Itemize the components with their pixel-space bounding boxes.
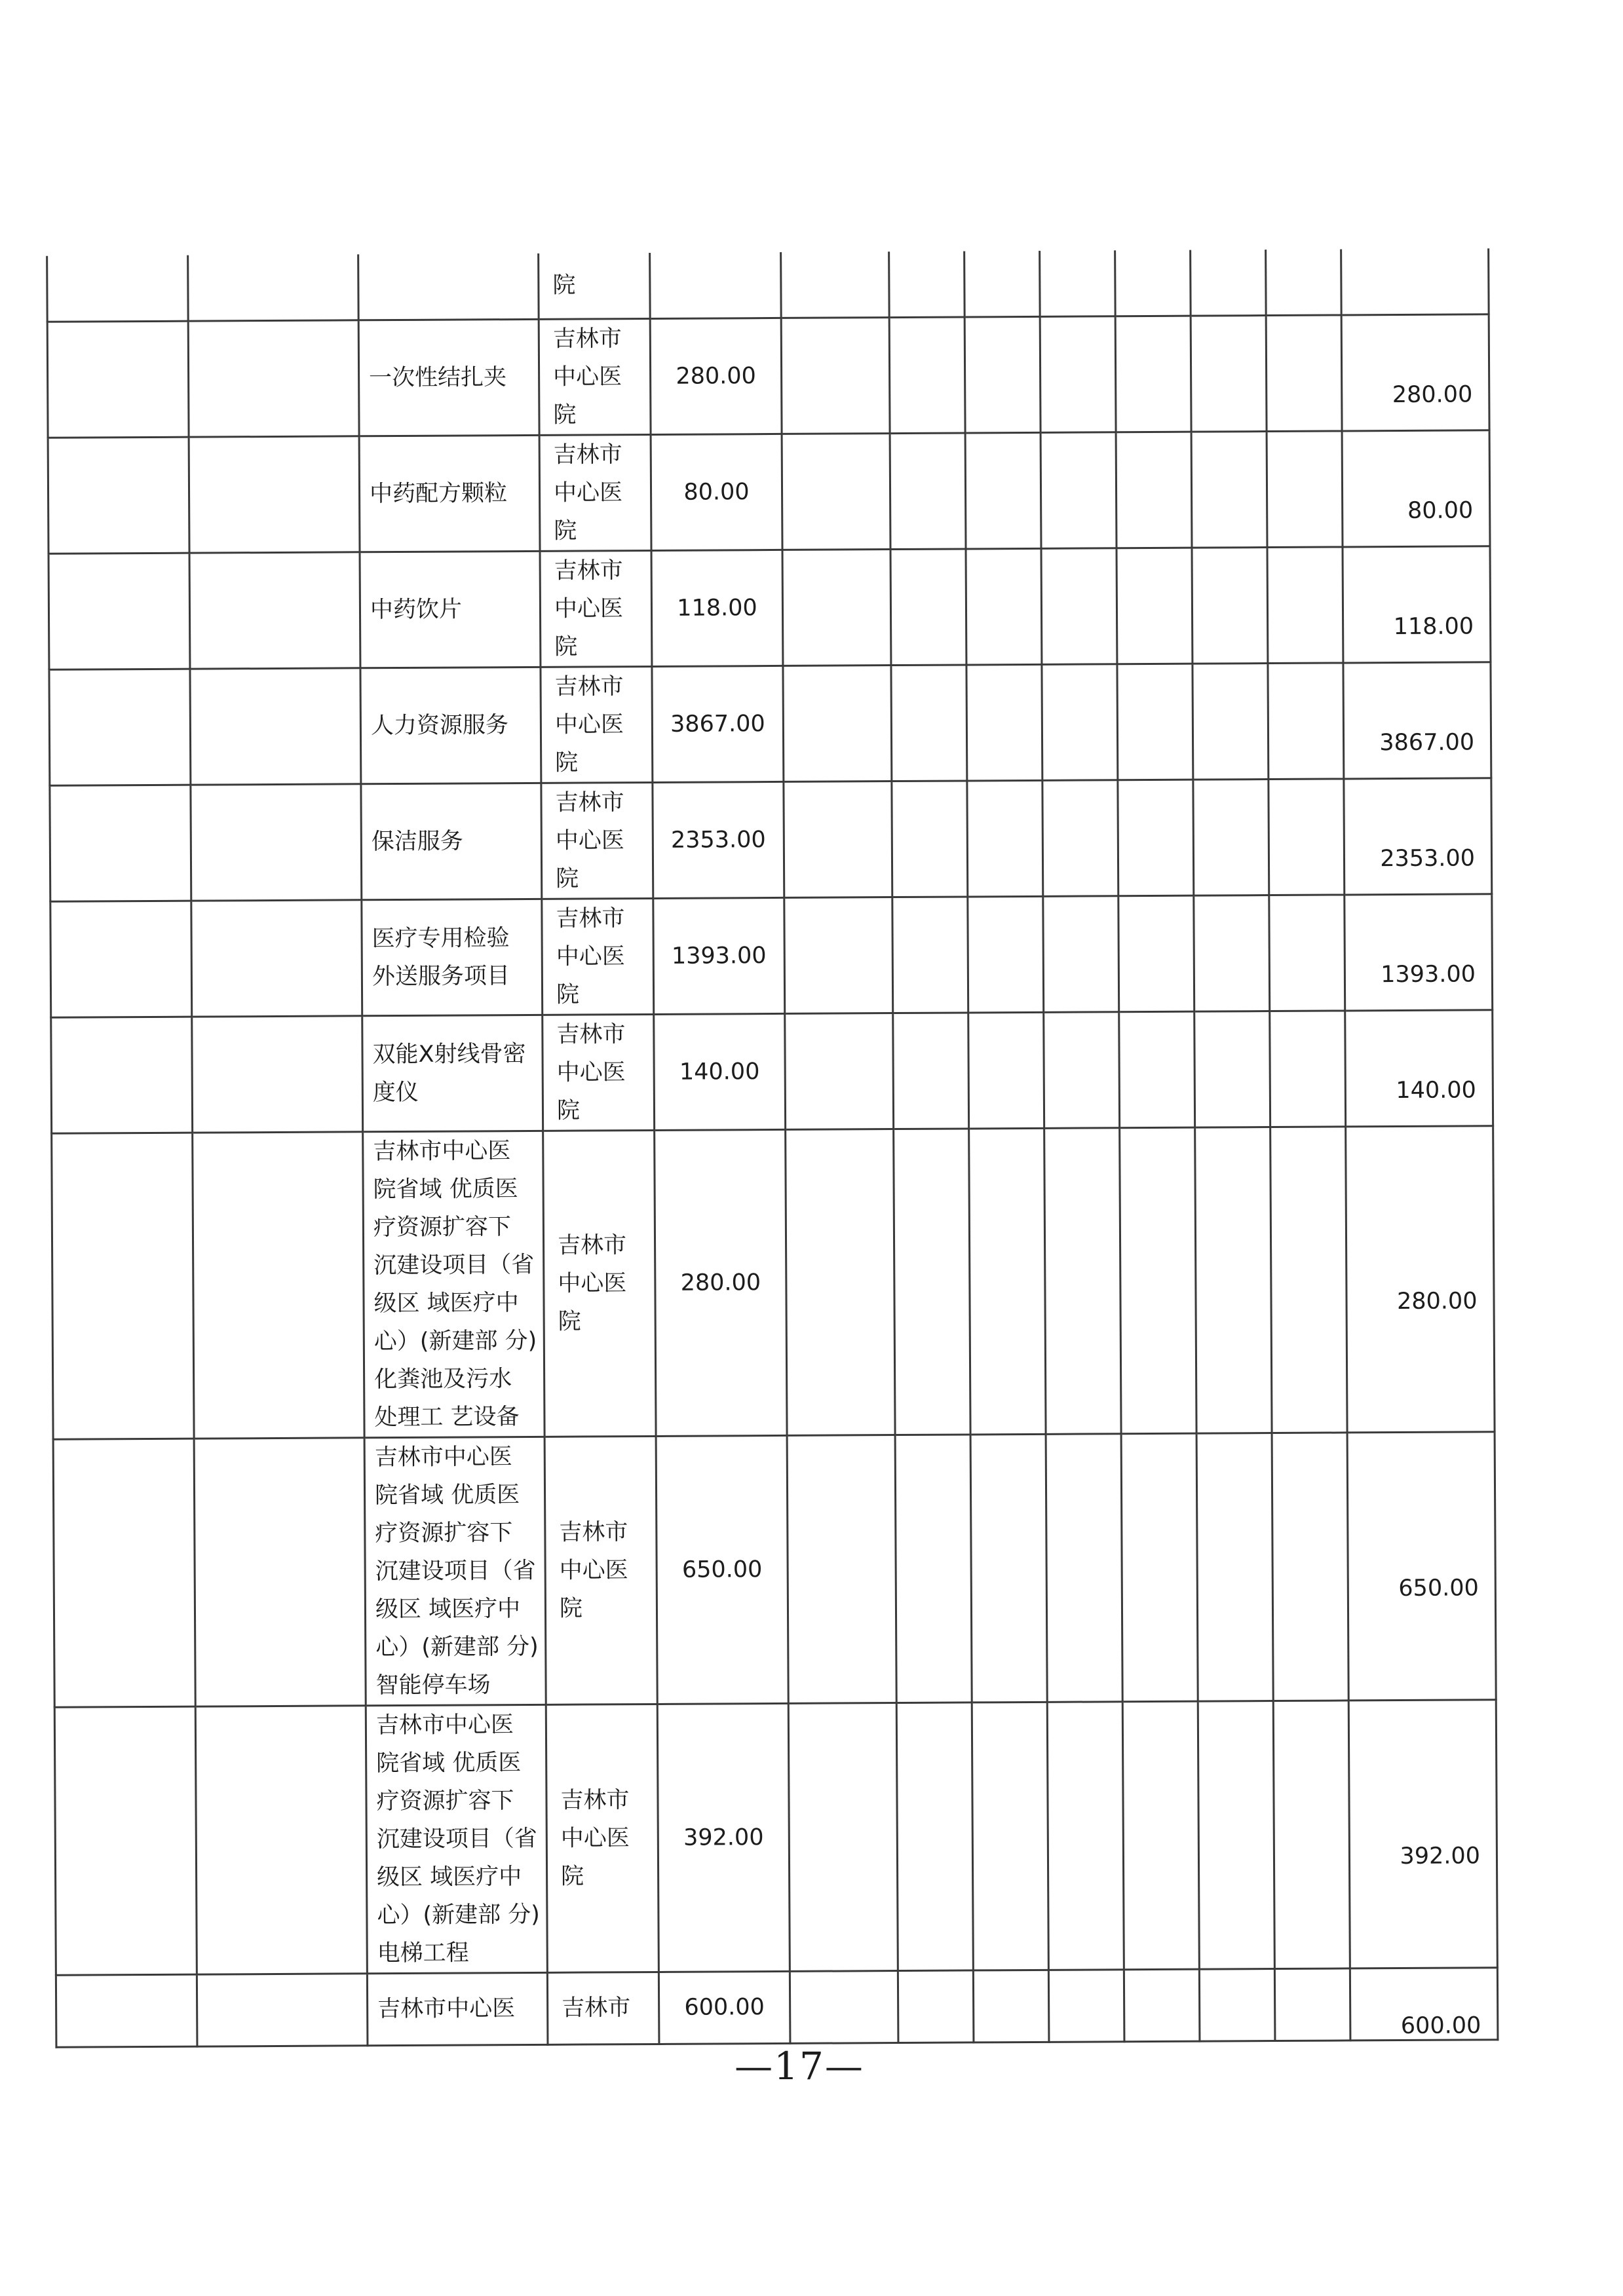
total-value: 650.00 bbox=[1398, 1574, 1479, 1602]
empty-cell bbox=[1119, 1011, 1195, 1128]
item-name-line: 外送服务项目 bbox=[372, 962, 510, 990]
item-name-cell bbox=[362, 899, 543, 1015]
empty-cell bbox=[1269, 894, 1345, 1011]
empty-cell bbox=[1121, 1433, 1198, 1702]
item-name-line: 中药饮片 bbox=[370, 595, 463, 623]
item-name-line: 心）(新建部 分) bbox=[375, 1633, 539, 1661]
item-name-cell bbox=[358, 319, 539, 436]
total-value: 600.00 bbox=[1400, 2012, 1481, 2040]
amount-cell: 118.00 bbox=[651, 550, 783, 666]
empty-cell bbox=[781, 252, 890, 318]
unit-line: 院 bbox=[561, 1863, 584, 1890]
unit-cell bbox=[542, 898, 654, 1015]
unit-line: 中心医 bbox=[554, 595, 624, 622]
item-name-cell bbox=[362, 1015, 543, 1131]
unit-cell bbox=[540, 550, 652, 667]
empty-cell bbox=[1047, 1701, 1124, 1970]
empty-cell bbox=[1041, 548, 1117, 664]
empty-cell bbox=[1115, 316, 1191, 432]
empty-cell bbox=[1041, 432, 1117, 548]
item-name-line: 医疗专用检验 bbox=[372, 924, 510, 952]
unit-line: 中心医 bbox=[559, 1556, 628, 1584]
empty-cell bbox=[1040, 316, 1116, 432]
total-value: 280.00 bbox=[1396, 1287, 1478, 1315]
item-name-line: 院省域 优质医 bbox=[374, 1481, 520, 1509]
item-name-line: 沉建设项目（省 bbox=[376, 1825, 537, 1853]
amount-cell: 280.00 bbox=[650, 318, 782, 434]
document-sheet bbox=[45, 0, 1510, 2067]
empty-cell bbox=[1270, 1010, 1346, 1127]
item-name-line: 化粪池及污水 bbox=[374, 1365, 512, 1393]
total-value: 140.00 bbox=[1396, 1076, 1476, 1104]
unit-cell bbox=[546, 1704, 659, 1972]
empty-cell bbox=[782, 549, 891, 666]
total-value: 2353.00 bbox=[1380, 844, 1476, 872]
category-cell bbox=[49, 669, 191, 785]
category-cell bbox=[54, 1706, 197, 1975]
unit-line: 中心医 bbox=[556, 943, 625, 970]
category-cell bbox=[48, 553, 190, 669]
empty-cell bbox=[1117, 548, 1193, 664]
total-value: 280.00 bbox=[1392, 381, 1473, 408]
item-name-line: 中药配方颗粒 bbox=[369, 480, 508, 507]
empty-cell bbox=[967, 780, 1043, 897]
amount-cell: 2353.00 bbox=[653, 781, 784, 898]
total-value: 392.00 bbox=[1400, 1842, 1481, 1870]
empty-cell bbox=[966, 548, 1042, 665]
total-cell bbox=[1342, 430, 1490, 546]
empty-cell bbox=[969, 1128, 1046, 1435]
total-value: 1393.00 bbox=[1381, 960, 1476, 988]
unit-cell bbox=[544, 1436, 657, 1704]
unit-line: 中心医 bbox=[560, 1824, 630, 1852]
item-name-line: 一次性结扎夹 bbox=[369, 364, 507, 391]
subcategory-cell bbox=[189, 436, 360, 552]
category-cell bbox=[48, 437, 189, 554]
item-name-line: 沉建设项目（省 bbox=[373, 1251, 535, 1279]
empty-cell bbox=[1118, 895, 1194, 1012]
item-name-line: 院省域 优质医 bbox=[376, 1749, 522, 1777]
total-cell bbox=[1350, 1967, 1498, 2040]
unit-cell bbox=[539, 434, 651, 551]
empty-cell bbox=[784, 781, 892, 897]
category-cell bbox=[53, 1439, 195, 1707]
empty-cell bbox=[1272, 1432, 1348, 1701]
total-cell bbox=[1346, 1125, 1495, 1432]
empty-cell bbox=[782, 433, 890, 550]
empty-cell bbox=[892, 896, 968, 1013]
subcategory-cell bbox=[189, 552, 360, 668]
page-number: —17— bbox=[735, 2044, 864, 2088]
unit-line: 院 bbox=[558, 1308, 581, 1335]
unit-line: 院 bbox=[554, 518, 577, 544]
item-name-cell bbox=[359, 435, 540, 552]
table-row bbox=[54, 1699, 1497, 1975]
total-cell bbox=[1344, 778, 1492, 894]
unit-line: 中心医 bbox=[558, 1270, 627, 1297]
empty-cell bbox=[1192, 547, 1268, 664]
unit-line: 中心医 bbox=[556, 1059, 626, 1086]
empty-cell bbox=[788, 1703, 898, 1971]
item-name-line: 疗资源扩容下 bbox=[375, 1519, 513, 1547]
subcategory-cell bbox=[197, 1973, 368, 2046]
empty-cell bbox=[1269, 778, 1345, 895]
item-name-cell bbox=[364, 1437, 546, 1705]
item-name-line: 度仪 bbox=[372, 1079, 419, 1106]
empty-cell bbox=[891, 664, 967, 781]
total-cell bbox=[1343, 662, 1491, 778]
item-name-line: 院省域 优质医 bbox=[373, 1175, 518, 1203]
unit-cell bbox=[543, 1130, 656, 1437]
total-cell bbox=[1341, 248, 1489, 314]
item-name-line: 处理工 艺设备 bbox=[374, 1403, 520, 1431]
empty-cell bbox=[1273, 1700, 1350, 1968]
unit-cell bbox=[541, 666, 653, 783]
empty-cell bbox=[1191, 315, 1267, 432]
amount-cell: 1393.00 bbox=[653, 897, 785, 1014]
empty-cell bbox=[786, 1129, 895, 1435]
empty-cell bbox=[968, 1012, 1044, 1129]
item-name-cell bbox=[361, 783, 542, 899]
item-name-cell bbox=[366, 1704, 547, 1973]
amount-cell: 140.00 bbox=[654, 1013, 786, 1130]
amount-cell: 392.00 bbox=[657, 1703, 790, 1972]
empty-cell bbox=[1042, 664, 1118, 780]
item-name-line: 心）(新建部 分) bbox=[373, 1327, 537, 1355]
subcategory-cell bbox=[195, 1705, 367, 1974]
table-row bbox=[48, 430, 1490, 554]
item-name-line: 级区 域医疗中 bbox=[373, 1289, 519, 1317]
item-name-line: 级区 域医疗中 bbox=[377, 1863, 522, 1891]
amount-cell: 280.00 bbox=[655, 1129, 787, 1436]
category-cell bbox=[50, 901, 192, 1017]
amount-cell bbox=[650, 252, 782, 318]
unit-line: 中心医 bbox=[553, 363, 622, 390]
total-cell bbox=[1345, 894, 1493, 1010]
empty-cell bbox=[889, 251, 965, 317]
empty-cell bbox=[1040, 250, 1116, 316]
empty-cell bbox=[1116, 432, 1192, 548]
item-name-line: 吉林市中心医 bbox=[373, 1137, 511, 1165]
empty-cell bbox=[966, 664, 1042, 781]
empty-cell bbox=[1268, 662, 1344, 779]
empty-cell bbox=[1118, 780, 1194, 896]
total-cell bbox=[1343, 546, 1491, 662]
empty-cell bbox=[1198, 1701, 1274, 1969]
subcategory-cell bbox=[188, 320, 359, 436]
item-name-cell bbox=[367, 1972, 548, 2045]
unit-line: 吉林市 bbox=[562, 1995, 631, 2022]
amount-cell: 600.00 bbox=[659, 1971, 790, 2044]
table-row bbox=[49, 662, 1491, 785]
empty-cell bbox=[1044, 1127, 1121, 1434]
empty-cell bbox=[890, 548, 966, 665]
unit-line: 院 bbox=[554, 633, 578, 660]
item-name-line: 吉林市中心医 bbox=[377, 1995, 516, 2023]
unit-cell bbox=[541, 782, 653, 899]
total-value: 118.00 bbox=[1393, 612, 1474, 640]
unit-line: 院 bbox=[552, 272, 576, 299]
unit-line: 吉林市 bbox=[557, 1232, 627, 1259]
empty-cell bbox=[889, 316, 965, 433]
unit-line: 吉林市 bbox=[553, 441, 622, 468]
empty-cell bbox=[781, 317, 890, 434]
empty-cell bbox=[890, 432, 966, 549]
empty-cell bbox=[1042, 780, 1118, 896]
empty-cell bbox=[1199, 1968, 1275, 2041]
empty-cell bbox=[1266, 249, 1342, 315]
unit-line: 吉林市 bbox=[552, 325, 622, 352]
unit-line: 吉林市 bbox=[554, 673, 624, 700]
table-row bbox=[51, 1009, 1493, 1133]
table-row bbox=[53, 1431, 1496, 1707]
unit-line: 院 bbox=[556, 981, 580, 1008]
item-name-cell bbox=[360, 551, 541, 668]
subcategory-cell bbox=[188, 254, 359, 320]
total-cell bbox=[1348, 1699, 1497, 1968]
item-name-line: 吉林市中心医 bbox=[374, 1443, 512, 1471]
empty-cell bbox=[783, 665, 892, 781]
item-name-cell bbox=[358, 254, 539, 320]
table-row bbox=[52, 1125, 1495, 1439]
item-name-cell bbox=[360, 667, 541, 783]
category-cell bbox=[52, 1133, 194, 1439]
unit-line: 吉林市 bbox=[555, 789, 624, 816]
category-cell bbox=[47, 321, 189, 438]
empty-cell bbox=[1274, 1968, 1350, 2041]
unit-line: 院 bbox=[556, 1097, 581, 1124]
amount-cell: 650.00 bbox=[656, 1435, 788, 1704]
empty-cell bbox=[784, 897, 893, 1013]
item-name-line: 疗资源扩容下 bbox=[373, 1213, 512, 1241]
empty-cell bbox=[1195, 1127, 1272, 1433]
empty-cell bbox=[1267, 546, 1343, 663]
table-row bbox=[47, 314, 1489, 438]
item-name-line: 智能停车场 bbox=[375, 1671, 491, 1699]
empty-cell bbox=[892, 780, 968, 897]
unit-cell bbox=[539, 318, 651, 435]
total-cell bbox=[1341, 314, 1489, 430]
table-row bbox=[50, 778, 1492, 901]
empty-cell bbox=[1191, 250, 1267, 316]
unit-line: 院 bbox=[555, 749, 579, 776]
empty-cell bbox=[787, 1435, 896, 1703]
empty-cell bbox=[1267, 430, 1343, 547]
empty-cell bbox=[1193, 663, 1269, 780]
amount-cell: 3867.00 bbox=[652, 666, 784, 782]
total-cell bbox=[1347, 1431, 1496, 1700]
amount-cell: 80.00 bbox=[651, 434, 782, 550]
empty-cell bbox=[973, 1970, 1049, 2042]
empty-cell bbox=[895, 1434, 972, 1703]
item-name-line: 沉建设项目（省 bbox=[375, 1557, 536, 1585]
unit-cell bbox=[539, 253, 651, 319]
subcategory-cell bbox=[192, 1015, 363, 1132]
table-row bbox=[48, 546, 1491, 669]
table-row bbox=[56, 1967, 1498, 2047]
unit-line: 吉林市 bbox=[559, 1518, 628, 1546]
empty-cell bbox=[1124, 1969, 1200, 2042]
empty-cell bbox=[1194, 895, 1270, 1011]
item-name-line: 电梯工程 bbox=[377, 1939, 469, 1967]
empty-cell bbox=[1191, 431, 1267, 548]
item-name-cell bbox=[363, 1131, 544, 1437]
empty-cell bbox=[1120, 1127, 1196, 1434]
empty-cell bbox=[894, 1128, 970, 1435]
item-name-line: 吉林市中心医 bbox=[375, 1711, 514, 1739]
subcategory-cell bbox=[190, 668, 361, 784]
empty-cell bbox=[1193, 779, 1269, 895]
empty-cell bbox=[898, 1970, 974, 2042]
unit-cell bbox=[543, 1014, 655, 1131]
empty-cell bbox=[965, 432, 1041, 549]
item-name-line: 人力资源服务 bbox=[370, 711, 509, 739]
unit-line: 中心医 bbox=[554, 711, 624, 738]
empty-cell bbox=[896, 1702, 973, 1970]
empty-cell bbox=[970, 1434, 1047, 1703]
unit-line: 中心医 bbox=[553, 479, 623, 506]
unit-line: 院 bbox=[556, 865, 579, 892]
item-name-line: 保洁服务 bbox=[371, 827, 463, 855]
table-row bbox=[50, 894, 1493, 1017]
empty-cell bbox=[1115, 250, 1191, 316]
empty-cell bbox=[1117, 664, 1193, 780]
empty-cell bbox=[1043, 895, 1119, 1012]
empty-cell bbox=[1196, 1433, 1273, 1701]
empty-cell bbox=[972, 1702, 1048, 1970]
item-name-line: 双能X射线骨密 bbox=[372, 1040, 526, 1068]
empty-cell bbox=[893, 1012, 969, 1129]
empty-cell bbox=[1270, 1126, 1347, 1433]
item-name-line: 级区 域医疗中 bbox=[375, 1595, 521, 1623]
table-row bbox=[47, 248, 1489, 322]
category-cell bbox=[47, 255, 189, 322]
budget-table bbox=[46, 248, 1499, 2048]
unit-line: 吉林市 bbox=[560, 1786, 630, 1814]
empty-cell bbox=[1194, 1011, 1270, 1127]
unit-line: 中心医 bbox=[555, 827, 624, 854]
item-name-line: 疗资源扩容下 bbox=[376, 1787, 514, 1815]
item-name-line: 心）(新建部 分) bbox=[377, 1901, 540, 1929]
empty-cell bbox=[790, 1970, 898, 2043]
unit-cell bbox=[547, 1972, 659, 2044]
empty-cell bbox=[1046, 1433, 1122, 1702]
empty-cell bbox=[964, 251, 1041, 317]
category-cell bbox=[51, 1017, 193, 1133]
unit-line: 吉林市 bbox=[556, 905, 625, 932]
category-cell bbox=[50, 785, 191, 901]
category-cell bbox=[56, 1974, 197, 2047]
empty-cell bbox=[1048, 1969, 1124, 2042]
empty-cell bbox=[1122, 1701, 1199, 1970]
total-value: 3867.00 bbox=[1379, 728, 1475, 756]
empty-cell bbox=[968, 896, 1044, 1013]
empty-cell bbox=[1044, 1011, 1120, 1128]
subcategory-cell bbox=[194, 1437, 366, 1706]
unit-line: 院 bbox=[553, 402, 577, 428]
subcategory-cell bbox=[193, 1131, 364, 1438]
subcategory-cell bbox=[191, 899, 362, 1016]
subcategory-cell bbox=[191, 783, 362, 900]
total-value: 80.00 bbox=[1407, 497, 1474, 524]
unit-line: 吉林市 bbox=[556, 1021, 626, 1048]
empty-cell bbox=[964, 316, 1041, 433]
empty-cell bbox=[785, 1013, 894, 1129]
empty-cell bbox=[1266, 314, 1342, 431]
unit-line: 院 bbox=[559, 1595, 583, 1622]
unit-line: 吉林市 bbox=[554, 557, 623, 584]
total-cell bbox=[1345, 1009, 1493, 1126]
